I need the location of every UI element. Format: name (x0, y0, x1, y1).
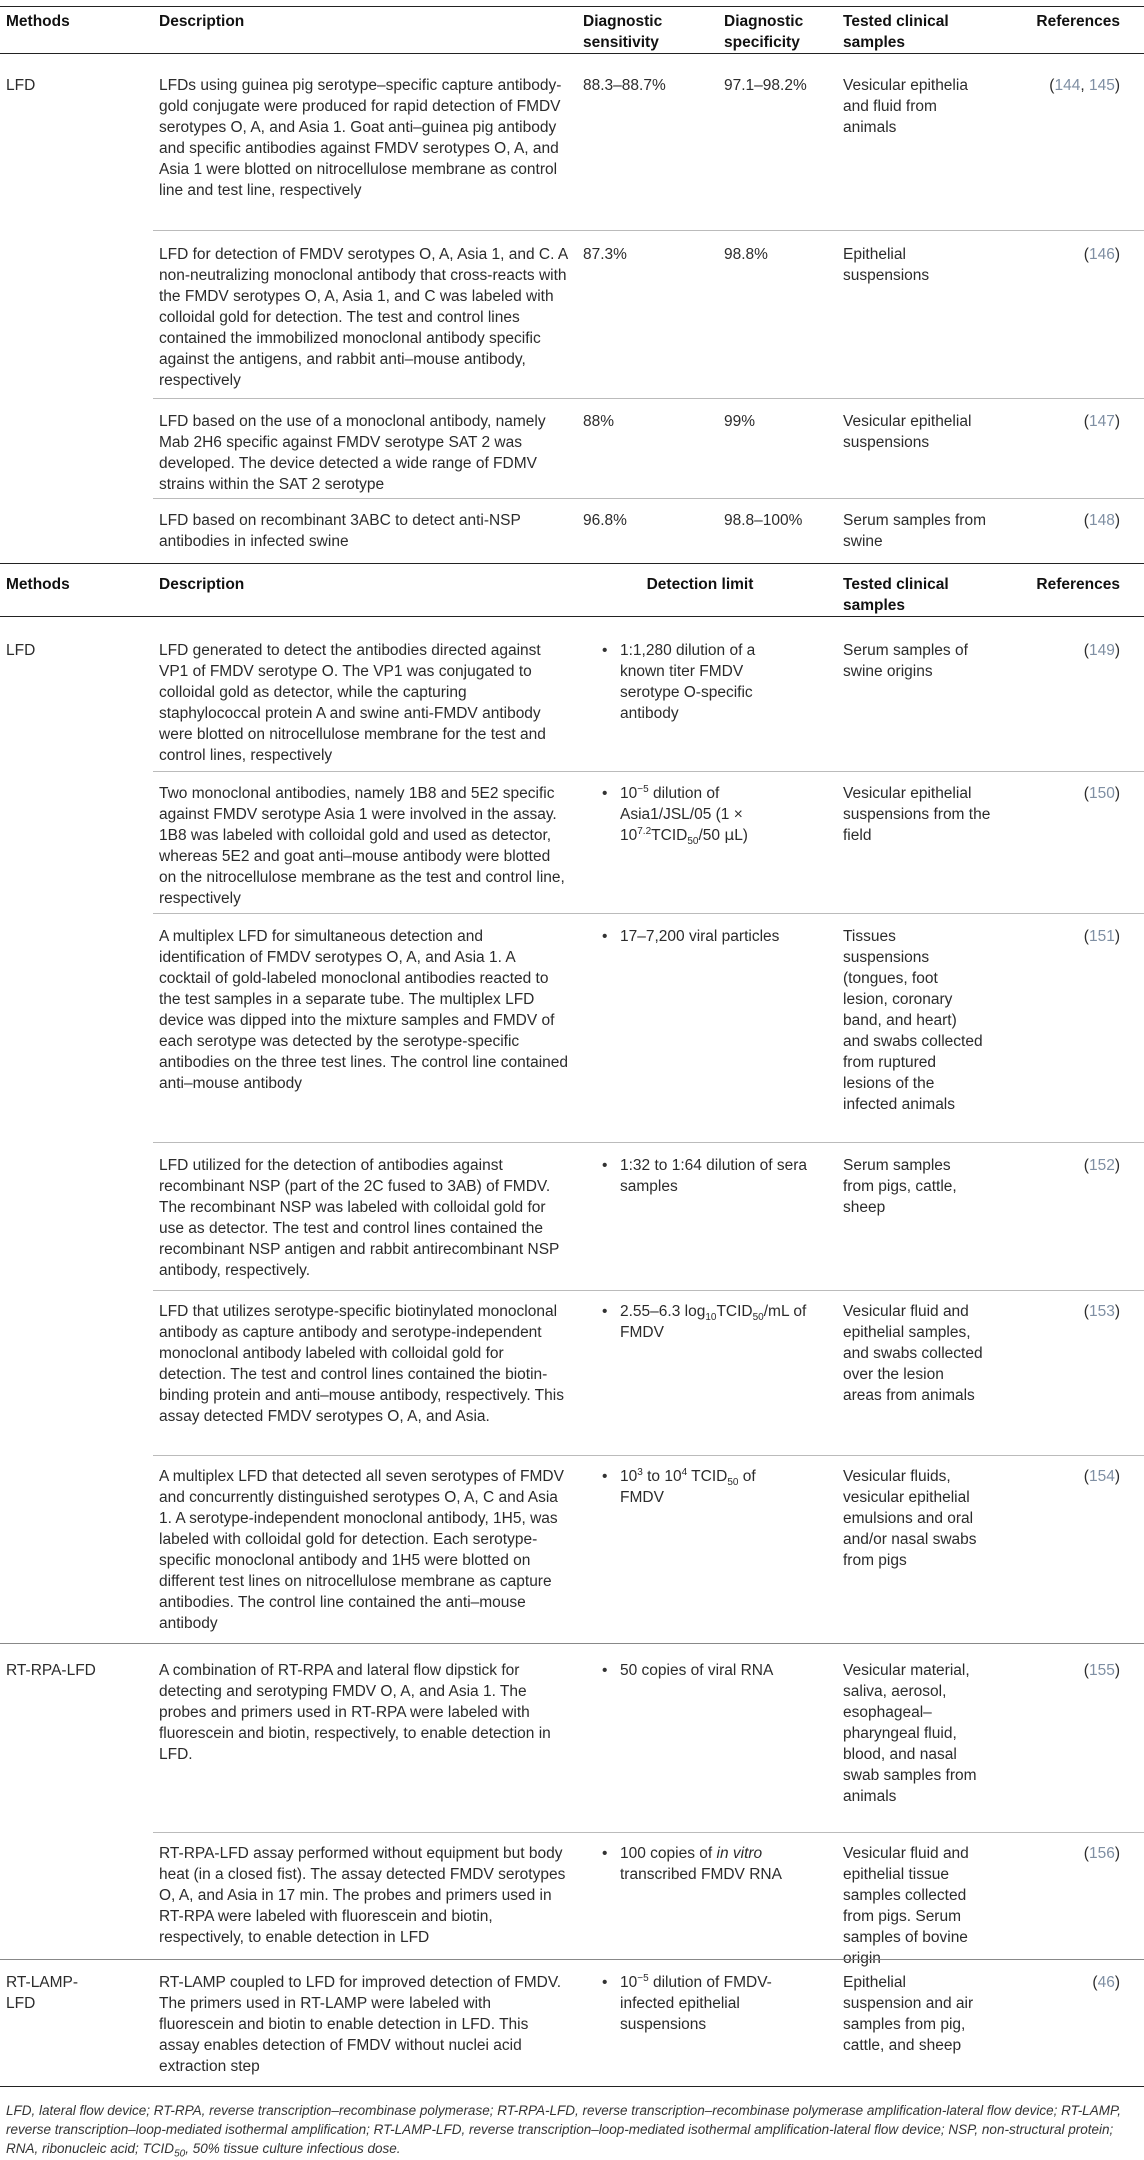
header-samples: Tested clinical samples (843, 576, 949, 614)
reference-link[interactable]: 144 (1054, 77, 1081, 94)
reference-cell: (149) (1083, 642, 1120, 659)
reference-link[interactable]: 145 (1088, 77, 1115, 94)
header-sensitivity: Diagnostic sensitivity (583, 13, 663, 51)
description-cell: A multiplex LFD for simultaneous detection and identification of FMDV serotypes O, A, and Asia 1. A cocktail of gold-labeled monoclonal antibodies reacted to the test samples in a separate tube. The multiplex LFD device was dipped into the mixture samples and FMDV of each serotype was detected by the serotype-specific antibodies on the three test lines. The control line contained anti–mouse antibody (159, 928, 569, 1092)
description-cell: RT-RPA-LFD assay performed without equipment but body heat (in a closed fist). The assay detected FMDV serotypes O, A, and Asia in 17 min. The probes and primers used in RT-RPA were labeled with fluorescein and biotin, respectively, to enable detection in LFD (159, 1845, 566, 1946)
specificity-cell: 97.1–98.2% (724, 77, 807, 94)
description-cell: LFD that utilizes serotype-specific biotinylated monoclonal antibody as capture antibody and serotype-independent monoclonal antibody labeled with colloidal gold for detection. The test and control lines contained the biotin-binding protein and anti–mouse antibody, respectively. This assay detected FMDV serotypes O, A, and Asia. (159, 1303, 564, 1425)
detection-limit-cell: • 100 copies of in vitro transcribed FMDV RNA (600, 1843, 820, 1885)
method-cell: LFD (6, 642, 36, 659)
samples-cell: Vesicular epithelial suspensions (843, 413, 972, 451)
detection-limit-cell: • 1:32 to 1:64 dilution of sera samples (600, 1155, 820, 1197)
samples-cell: Epithelial suspension and air samples from pig, cattle, and sheep (843, 1974, 974, 2054)
samples-cell: Vesicular fluids, vesicular epithelial emulsions and oral and/or nasal swabs from pigs (843, 1468, 977, 1569)
header-methods: Methods (6, 13, 70, 30)
reference-cell: (153) (1083, 1303, 1120, 1320)
table-row (0, 1972, 1144, 2082)
table-row (0, 1843, 1144, 1973)
header-samples: Tested clinical samples (843, 13, 949, 51)
reference-cell: (152) (1083, 1157, 1120, 1174)
reference-link[interactable]: 147 (1088, 413, 1115, 430)
table-row (0, 783, 1144, 913)
table-row (0, 1466, 1144, 1636)
samples-cell: Serum samples from pigs, cattle, sheep (843, 1157, 957, 1216)
row-divider (153, 1455, 1144, 1456)
description-cell: LFD utilized for the detection of antibodies against recombinant NSP (part of the 2C fused to 3AB) of FMDV. The recombinant NSP was labeled with colloidal gold for use as detector. The test and control lines contained the recombinant NSP antigen and rabbit antirecombinant NSP antibody, respectively. (159, 1157, 560, 1279)
header-specificity: Diagnostic specificity (724, 13, 804, 51)
specificity-cell: 99% (724, 413, 756, 430)
table-row (0, 640, 1144, 770)
description-cell: A multiplex LFD that detected all seven serotypes of FMDV and concurrently distinguished serotypes O, A, C and Asia 1. A serotype-independent monoclonal antibody, 1H5, was labeled with colloidal gold for detection. Each serotype-specific monoclonal antibody and 1H5 were blotted on different test lines on nitrocellulose membrane as capture antibodies. The control line contained the anti–mouse antibody (159, 1468, 564, 1632)
header-references: References (1036, 576, 1120, 593)
table-row (0, 1155, 1144, 1285)
reference-link[interactable]: 151 (1088, 928, 1115, 945)
samples-cell: Tissues suspensions (tongues, foot lesion, coronary band, and heart) and swabs collected from ruptured lesions of the infected animals (843, 928, 983, 1113)
table-row (0, 510, 1144, 554)
row-divider (153, 1832, 1144, 1833)
detection-limit-cell: • 17–7,200 viral particles (600, 926, 840, 947)
detection-limit-cell: • $10^3$ to $10^4$ $TCID_{50}$ of FMDV (600, 1466, 770, 1508)
sensitivity-cell: 87.3% (583, 246, 627, 263)
detection-limit-cell: • 1:1,280 dilution of a known titer FMDV serotype O-specific antibody (600, 640, 790, 724)
table-footnote: LFD, lateral flow device; RT-RPA, reverse transcription–recombinase polymerase; RT-RPA-LFD, reverse transcription–recombinase polymerase amplification-lateral flow device; RT-LAMP, reverse transcription–loop-mediated isothermal amplification; RT-LAMP-LFD, reverse transcription–loop-mediated isothermal amplification-lateral flow device; NSP, non-structural protein; RNA, ribonucleic acid; $TCID_{50}$, 50% tissue culture infectious dose. (6, 2103, 1121, 2160)
samples-cell: Vesicular material, saliva, aerosol, esophageal–pharyngeal fluid, blood, and nasal swab samples from animals (843, 1662, 977, 1805)
description-cell: LFD for detection of FMDV serotypes O, A, Asia 1, and C. A non-neutralizing monoclonal antibody that cross-reacts with the FMDV serotypes O, A, Asia 1, and C was labeled with colloidal gold for detection. The test and control lines contained the immobilized monoclonal antibody specific against the antigens, and rabbit anti–mouse antibody, respectively (159, 246, 568, 389)
method-cell: RT-LAMP-LFD (6, 1974, 79, 2012)
reference-link[interactable]: 152 (1088, 1157, 1115, 1174)
samples-cell: Vesicular epithelia and fluid from animals (843, 77, 968, 136)
group-divider (0, 1643, 1144, 1644)
reference-cell: (151) (1083, 928, 1120, 945)
sensitivity-cell: 88% (583, 413, 615, 430)
table-row (0, 75, 1144, 225)
description-cell: A combination of RT-RPA and lateral flow dipstick for detecting and serotyping FMDV O, A, and Asia 1. The probes and primers used in RT-RPA were labeled with fluorescein and biotin, respectively, to enable detection in LFD. (159, 1662, 551, 1763)
reference-cell: (154) (1083, 1468, 1120, 1485)
row-divider (153, 771, 1144, 772)
reference-link[interactable]: 46 (1097, 1974, 1115, 1991)
reference-cell: (156) (1083, 1845, 1120, 1862)
method-cell: RT-RPA-LFD (6, 1662, 96, 1679)
samples-cell: Serum samples of swine origins (843, 642, 968, 680)
description-cell: Two monoclonal antibodies, namely 1B8 and 5E2 specific against FMDV serotype Asia 1 were involved in the assay. 1B8 was labeled with colloidal gold and used as detector, whereas 5E2 and goat anti–mouse antibody were blotted on the nitrocellulose membrane as the test and control line, respectively (159, 785, 565, 907)
row-divider (153, 1290, 1144, 1291)
reference-cell: (144, 145) (1049, 77, 1120, 94)
row-divider (153, 498, 1144, 499)
detection-limit-cell: • $10^{-5}$ dilution of FMDV-infected epithelial suspensions (600, 1972, 820, 2035)
table-bottom-rule (0, 2086, 1144, 2087)
row-divider (153, 398, 1144, 399)
header-methods: Methods (6, 576, 70, 593)
detection-limit-cell: • 2.55–6.3 $\log_{10}TCID_{50}/mL$ of FMDV (600, 1301, 820, 1343)
reference-cell: (155) (1083, 1662, 1120, 1679)
sensitivity-cell: 88.3–88.7% (583, 77, 666, 94)
sensitivity-cell: 96.8% (583, 512, 627, 529)
reference-link[interactable]: 154 (1088, 1468, 1115, 1485)
table1-header (0, 6, 1144, 54)
description-cell: LFDs using guinea pig serotype–specific capture antibody-gold conjugate were produced for rapid detection of FMDV serotypes O, A, and Asia 1. Goat anti–guinea pig antibody and specific antibodies against FMDV serotypes O, A, and Asia 1 were blotted on nitrocellulose membrane as control line and test line, respectively (159, 77, 562, 199)
header-references: References (1036, 13, 1120, 30)
specificity-cell: 98.8% (724, 246, 768, 263)
reference-link[interactable]: 153 (1088, 1303, 1115, 1320)
samples-cell: Vesicular fluid and epithelial tissue samples collected from pigs. Serum samples of bovine origin (843, 1845, 969, 1967)
table2-header (0, 563, 1144, 617)
reference-cell: (148) (1083, 512, 1120, 529)
description-cell: LFD based on the use of a monoclonal antibody, namely Mab 2H6 specific against FMDV serotype SAT 2 was developed. The device detected a wide range of FDMV strains within the SAT 2 serotype (159, 413, 546, 493)
reference-cell: (150) (1083, 785, 1120, 802)
detection-limit-cell: • $10^{-5}$ dilution of Asia1/JSL/05 ($1 \times 10^{7.2}TCID_{50}/50$ μL) (600, 783, 790, 846)
table-row (0, 411, 1144, 491)
samples-cell: Vesicular fluid and epithelial samples, and swabs collected over the lesion areas from animals (843, 1303, 983, 1404)
reference-cell: (46) (1092, 1974, 1120, 1991)
group-divider (0, 1959, 1144, 1960)
table-row (0, 926, 1144, 1146)
reference-link[interactable]: 155 (1088, 1662, 1115, 1679)
reference-link[interactable]: 149 (1088, 642, 1115, 659)
reference-link[interactable]: 156 (1088, 1845, 1115, 1862)
header-detection-limit: Detection limit (646, 576, 754, 593)
row-divider (153, 913, 1144, 914)
detection-limit-cell: • 50 copies of viral RNA (600, 1660, 840, 1681)
reference-link[interactable]: 148 (1088, 512, 1115, 529)
samples-cell: Serum samples from swine (843, 512, 986, 550)
table-row (0, 1660, 1144, 1810)
reference-link[interactable]: 146 (1088, 246, 1115, 263)
header-description: Description (159, 576, 245, 593)
reference-cell: (146) (1083, 246, 1120, 263)
table-row (0, 1301, 1144, 1461)
row-divider (153, 230, 1144, 231)
table-row (0, 244, 1144, 394)
description-cell: LFD based on recombinant 3ABC to detect anti-NSP antibodies in infected swine (159, 512, 521, 550)
samples-cell: Epithelial suspensions (843, 246, 930, 284)
row-divider (153, 1142, 1144, 1143)
description-cell: RT-LAMP coupled to LFD for improved detection of FMDV. The primers used in RT-LAMP were labeled with fluorescein and biotin to enable detection in LFD. This assay enables detection of FMDV without nuclei acid extraction step (159, 1974, 562, 2075)
specificity-cell: 98.8–100% (724, 512, 803, 529)
reference-link[interactable]: 150 (1088, 785, 1115, 802)
reference-cell: (147) (1083, 413, 1120, 430)
method-cell: LFD (6, 77, 36, 94)
samples-cell: Vesicular epithelial suspensions from the field (843, 785, 991, 844)
description-cell: LFD generated to detect the antibodies directed against VP1 of FMDV serotype O. The VP1 was conjugated to colloidal gold as detector, while the capturing staphylococcal protein A and swine anti-FMDV antibody were blotted on nitrocellulose membrane for the test and control lines, respectively (159, 642, 546, 764)
header-description: Description (159, 13, 245, 30)
